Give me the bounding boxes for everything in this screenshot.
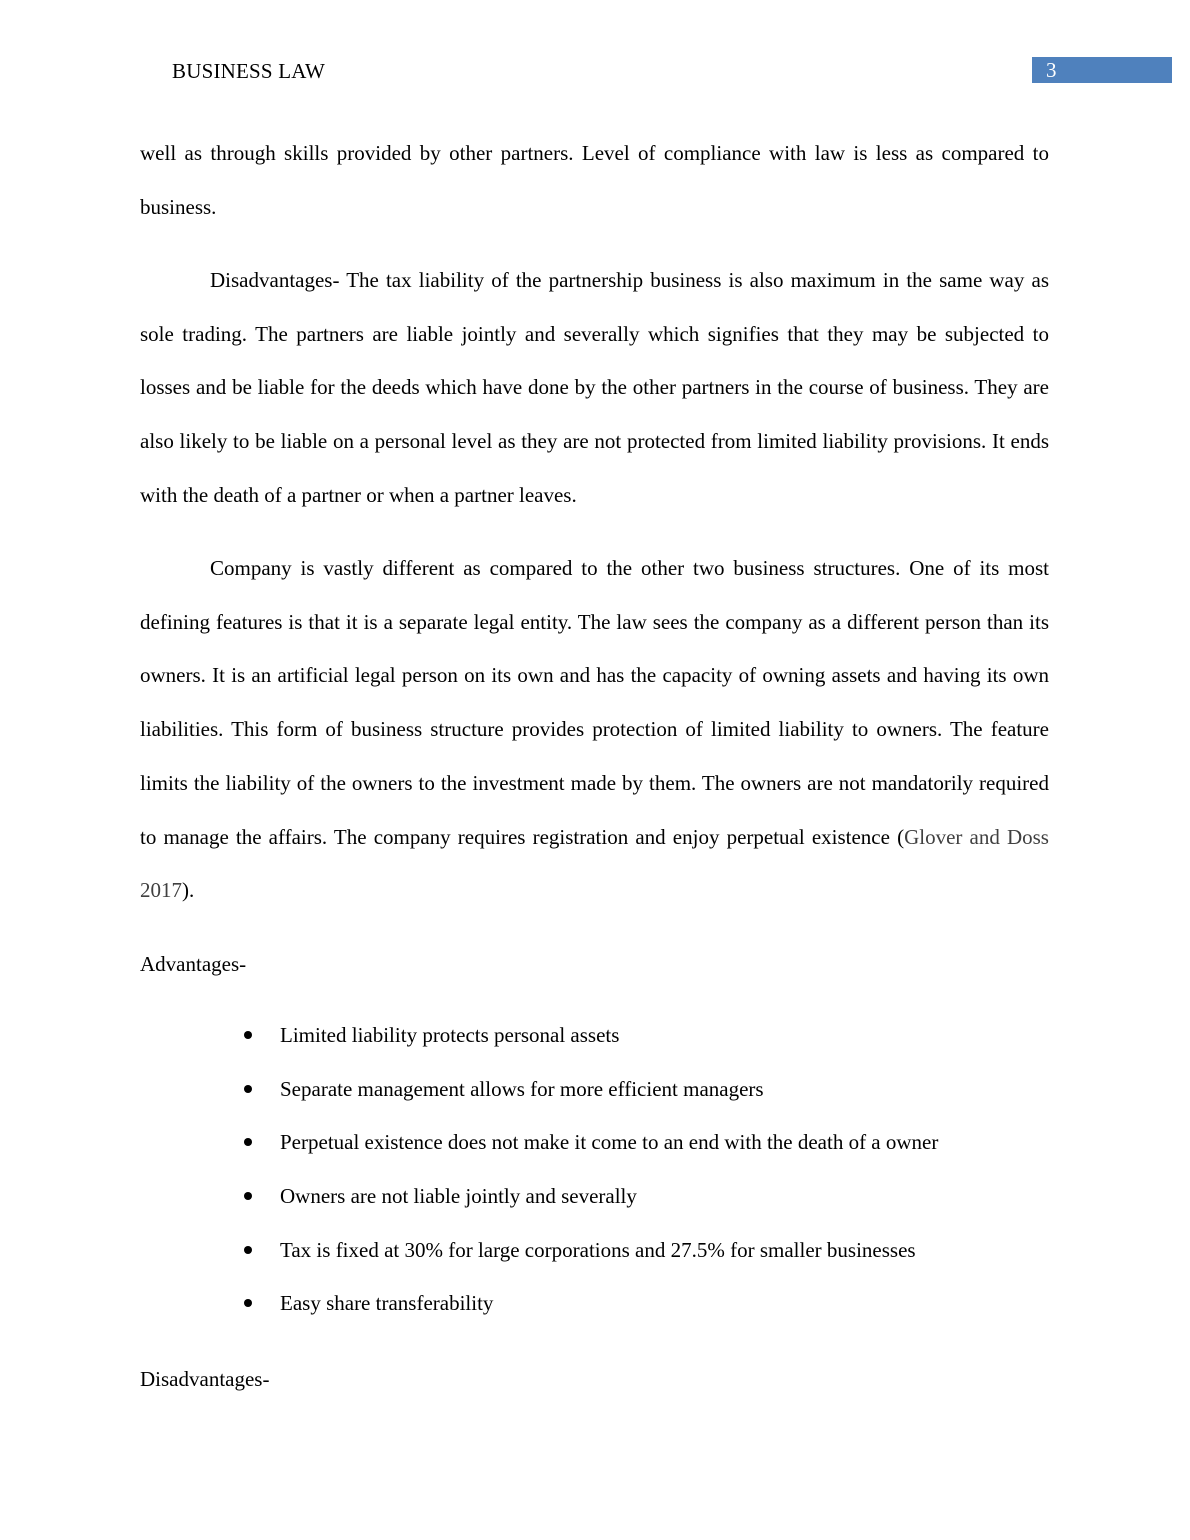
list-item-text: Limited liability protects personal assets [280,1023,620,1047]
list-item [140,1224,1049,1278]
disadvantages-heading: Disadvantages- [140,1367,270,1391]
paragraph-continuation [140,127,1049,234]
list-item-text: Perpetual existence does not make it come to an end with the death of a owner [280,1130,939,1155]
list-item [140,1063,1049,1117]
paragraph-3 [140,542,1049,918]
list-item [140,1116,1049,1170]
advantages-list [140,1009,1049,1331]
bullet-icon [244,1192,252,1200]
paragraph-3-end: ). [182,878,195,903]
bullet-icon [244,1031,252,1039]
list-item-text: Separate management allows for more efficient managers [280,1076,764,1101]
page-number: 3 [1046,58,1057,82]
paragraph-company [140,542,1049,918]
paragraph-partnership-disadvantages [140,254,1049,523]
list-item [140,1277,1049,1331]
list-item [140,1170,1049,1224]
header-title: BUSINESS LAW [172,59,325,83]
paragraph-3-text: Company is vastly different as compared to the other two business structures. One of its most defining features is that it is a separate legal entity. The law sees the company as a different person than its owners. It is an artificial legal person on its own and has the capacity of owning assets and having its own liabilities. This form of business structure provides protection of limited liability to owners. The feature limits the liability of the owners to the investment made by them. The owners are not mandatorily required to manage the affairs. The company requires registration and enjoy perpetual existence ( [140,556,1049,849]
bullet-icon [244,1138,252,1146]
list-item-text: Owners are not liable jointly and severally [280,1184,637,1209]
citation: Glover and Doss 2017 [140,824,1049,903]
list-item-text: Tax is fixed at 30% for large corporations and 27.5% for smaller businesses [280,1237,916,1262]
list-item-text: Easy share transferability [280,1291,494,1316]
bullet-icon [244,1246,252,1254]
advantages-heading: Advantages- [140,952,247,976]
paragraph-1: well as through skills provided by other partners. Level of compliance with law is less as compared to business. [140,141,1049,219]
bullet-icon [244,1085,252,1093]
paragraph-2: Disadvantages- The tax liability of the partnership business is also maximum in the same way as sole trading. The partners are liable jointly and severally which signifies that they may be subjected to losses and be liable for the deeds which have done by the other partners in the course of business. They are also likely to be liable on a personal level as they are not protected from limited liability provisions. It ends with the death of a partner or when a partner leaves. [140,268,1049,507]
page-number-box [1032,57,1172,83]
list-item [140,1009,1049,1063]
bullet-icon [244,1299,252,1307]
